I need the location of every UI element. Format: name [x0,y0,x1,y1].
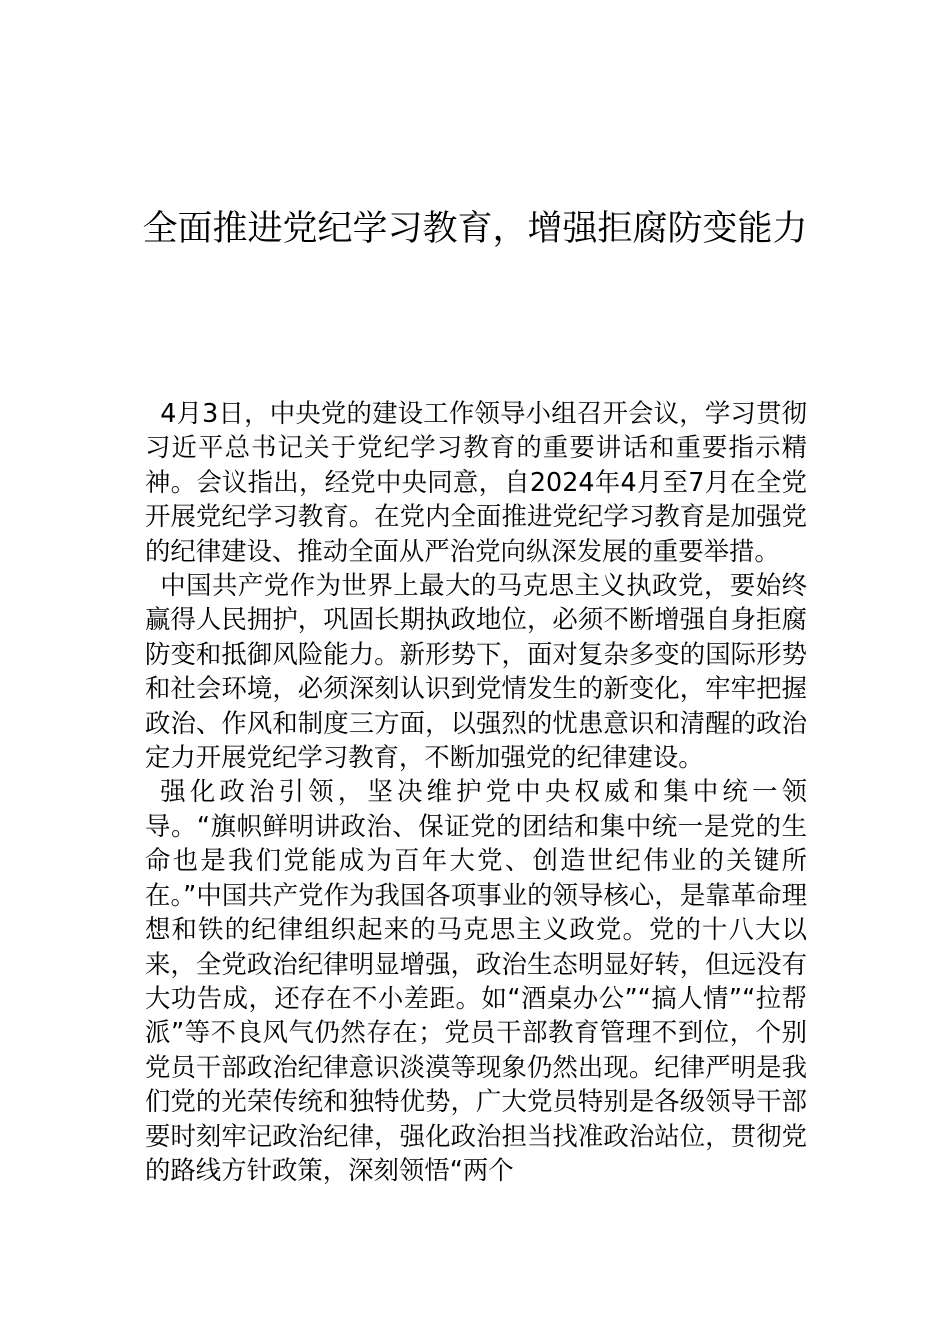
document-body [145,396,807,1187]
document-title: 全面推进党纪学习教育，增强拒腐防变能力 [142,209,808,249]
paragraph: 强化政治引领，坚决维护党中央权威和集中统一领导。“旗帜鲜明讲政治、保证党的团结和集中统一是党的生命也是我们党能成为百年大党、创造世纪伟业的关键所在。”中国共产党作为我国各项事业的领导核心，是靠革命理想和铁的纪律组织起来的马克思主义政党。党的十八大以来，全党政治纪律明显增强，政治生态明显好转，但远没有大功告成，还存在不小差距。如“酒桌办公”“搞人情”“拉帮派”等不良风气仍然存在；党员干部教育管理不到位，个别党员干部政治纪律意识淡漠等现象仍然出现。纪律严明是我们党的光荣传统和独特优势，广大党员特别是各级领导干部要时刻牢记政治纪律，强化政治担当找准政治站位，贯彻党的路线方针政策，深刻领悟“两个 [145,776,807,1185]
paragraph: 4月3日，中央党的建设工作领导小组召开会议，学习贯彻习近平总书记关于党纪学习教育的重要讲话和重要指示精神。会议指出，经党中央同意，自2024年4月至7月在全党开展党纪学习教育。在党内全面推进党纪学习教育是加强党的纪律建设、推动全面从严治党向纵深发展的重要举措。 [145,398,807,566]
paragraph: 中国共产党作为世界上最大的马克思主义执政党，要始终赢得人民拥护，巩固长期执政地位，必须不断增强自身拒腐防变和抵御风险能力。新形势下，面对复杂多变的国际形势和社会环境，必须深刻认识到党情发生的新变化，牢牢把握政治、作风和制度三方面，以强烈的忧患意识和清醒的政治定力开展党纪学习教育，不断加强党的纪律建设。 [145,570,807,773]
